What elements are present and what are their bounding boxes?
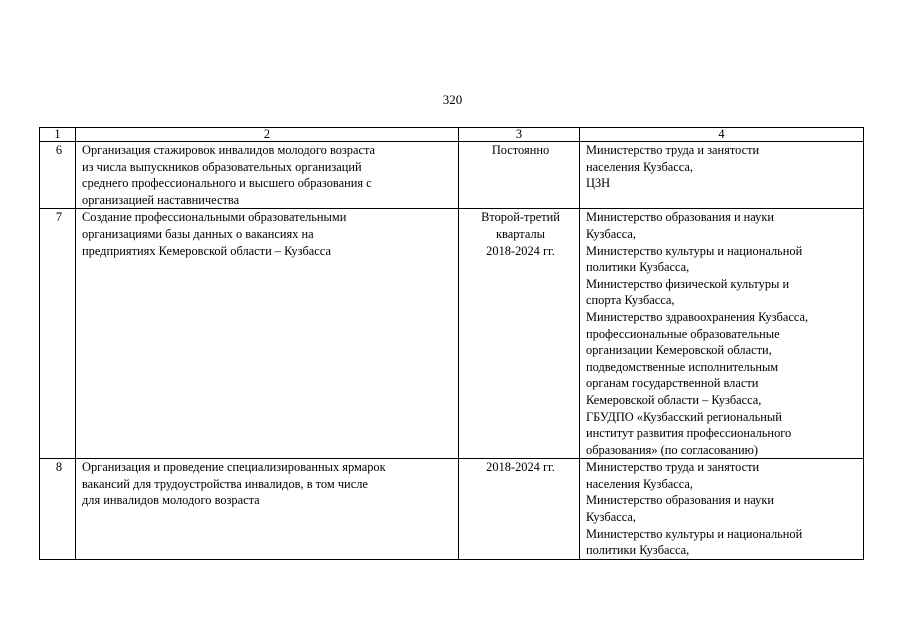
table-row [40,142,864,209]
term-cell [459,209,580,459]
row-number-cell: 7 [40,209,76,459]
responsible-line: политики Кузбасса, [586,543,690,558]
term-line: кварталы [496,226,545,241]
event-line: организациями базы данных о вакансиях на [82,226,314,241]
event-line: для инвалидов молодого возраста [82,493,260,508]
term-cell [459,459,580,560]
event-line: среднего профессионального и высшего образования с [82,176,372,191]
responsible-line: Министерство культуры и национальной [586,526,803,541]
term-cell [459,142,580,209]
term-line: Второй-третий [481,210,560,225]
responsible-line: спорта Кузбасса, [586,293,675,308]
column-header-1: 1 [40,128,76,142]
event-line: предприятиях Кемеровской области – Кузбасса [82,243,331,258]
event-line: организацией наставничества [82,192,240,207]
event-line: из числа выпускников образовательных организаций [82,159,362,174]
responsible-line: Министерство образования и науки [586,210,775,225]
table-body [40,128,864,560]
responsible-line: Кузбасса, [586,226,636,241]
table-row [40,459,864,560]
event-line: Организация стажировок инвалидов молодого возраста [82,143,376,157]
responsible-line: ЦЗН [586,176,611,191]
responsible-line: Министерство труда и занятости [586,143,760,157]
responsible-cell [580,209,864,459]
column-header-4: 4 [580,128,864,142]
responsible-line: ГБУДПО «Кузбасский региональный [586,409,782,424]
responsible-line: организации Кемеровской области, [586,343,772,358]
term-line: 2018-2024 гг. [486,460,555,475]
table-header-row [40,128,864,142]
responsible-line: Министерство образования и науки [586,493,775,508]
measures-table [39,127,864,560]
responsible-line: органам государственной власти [586,376,759,391]
responsible-line: политики Кузбасса, [586,260,690,275]
column-header-3: 3 [459,128,580,142]
event-cell [76,142,459,209]
responsible-line: населения Кузбасса, [586,476,693,491]
responsible-line: образования» (по согласованию) [586,442,759,457]
column-header-2: 2 [76,128,459,142]
responsible-cell [580,142,864,209]
responsible-line: Министерство культуры и национальной [586,243,803,258]
responsible-cell [580,459,864,560]
responsible-line: институт развития профессионального [586,426,792,441]
event-cell [76,209,459,459]
term-line: Постоянно [491,143,550,157]
responsible-line: Министерство здравоохранения Кузбасса, [586,309,809,324]
event-cell [76,459,459,560]
row-number-cell: 6 [40,142,76,209]
responsible-line: населения Кузбасса, [586,159,693,174]
responsible-line: Министерство физической культуры и [586,276,790,291]
event-line: Создание профессиональными образовательными [82,210,347,225]
responsible-line: Министерство труда и занятости [586,460,760,475]
responsible-line: профессиональные образовательные [586,326,780,341]
page-number: 320 [442,92,463,107]
term-line: 2018-2024 гг. [486,243,555,258]
table-row [40,209,864,459]
responsible-line: Кузбасса, [586,510,636,525]
row-number-cell: 8 [40,459,76,560]
event-line: Организация и проведение специализированных ярмарок [82,460,386,475]
responsible-line: подведомственные исполнительным [586,359,779,374]
responsible-line: Кемеровской области – Кузбасса, [586,392,762,407]
event-line: вакансий для трудоустройства инвалидов, в том числе [82,476,368,491]
